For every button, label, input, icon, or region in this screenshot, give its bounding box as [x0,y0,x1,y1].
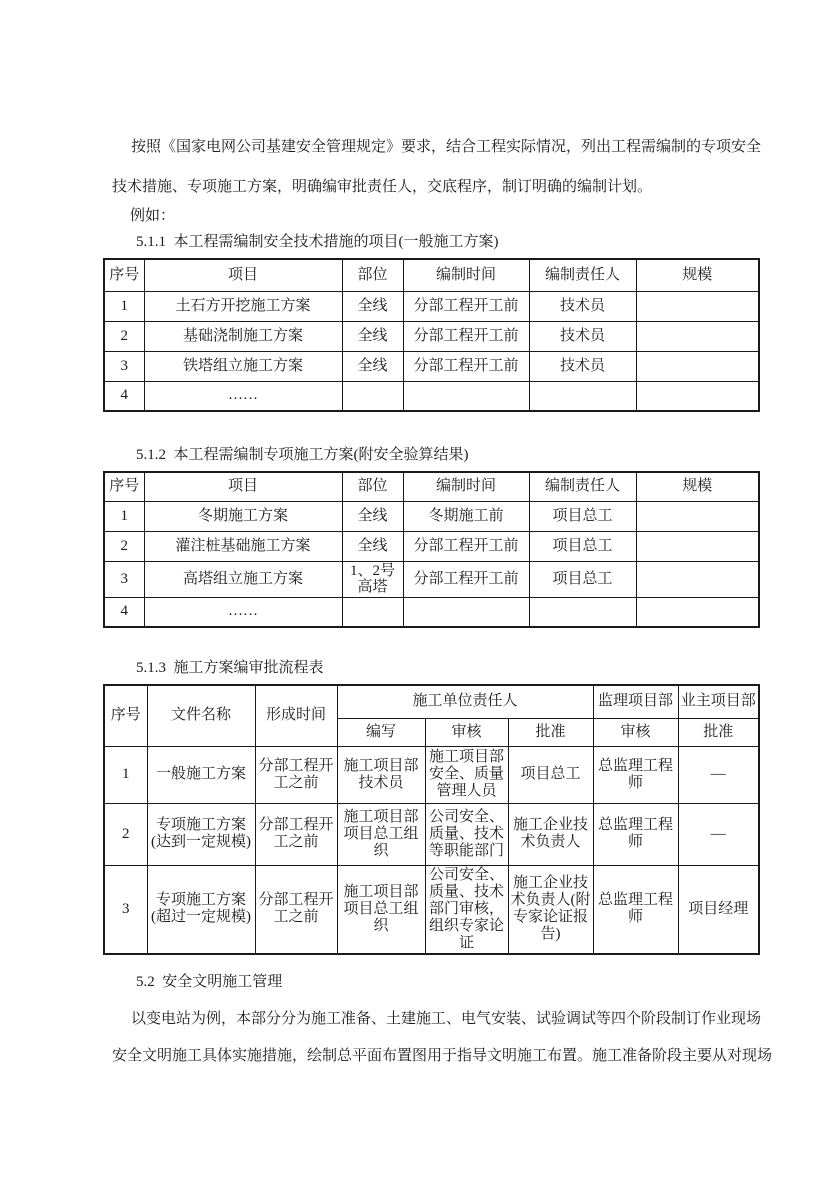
table-header-cell: 编写 [337,718,425,746]
table-row [104,351,759,381]
table-cell: 施工项目部项目总工组织 [337,803,425,865]
table-cell [636,531,759,561]
section-heading-5-1-3: 5.1.3 施工方案编审批流程表 [136,660,324,676]
table-row [104,381,759,411]
table-cell: 分部工程开工之前 [255,746,337,803]
table-row [104,291,759,321]
table-header-row [104,472,759,501]
table-row [104,803,759,865]
table-row [104,321,759,351]
table-cell: 项目总工 [529,501,636,531]
table-header-cell: 监理项目部 [593,685,678,718]
table-header-cell: 编制责任人 [529,259,636,291]
table-cell: 分部工程开工之前 [255,803,337,865]
table-cell: 技术员 [529,351,636,381]
table-header-cell: 编制时间 [403,259,529,291]
table-cell: 全线 [342,321,403,351]
table-header-row [104,259,759,291]
table-cell: 1、2号高塔 [342,561,403,597]
table-header-cell: 项目 [144,472,342,501]
table-header-cell: 部位 [342,472,403,501]
table-cell [342,381,403,411]
table-cell: 1 [104,291,144,321]
table-cell: 3 [104,561,144,597]
table-header-cell: 形成时间 [255,685,337,746]
table-cell: 全线 [342,531,403,561]
table-header-row [104,685,759,718]
table-cell: 总监理工程师 [593,803,678,865]
table-cell: 2 [104,321,144,351]
table-cell [636,561,759,597]
table-header-cell: 批准 [508,718,593,746]
table-cell: 总监理工程师 [593,865,678,954]
table-cell: 2 [104,531,144,561]
table-cell: 1 [104,501,144,531]
table-row [104,501,759,531]
table-cell: 公司安全、质量、技术等职能部门 [425,803,508,865]
table-cell: 高塔组立施工方案 [144,561,342,597]
table-cell: 铁塔组立施工方案 [144,351,342,381]
table-cell [403,597,529,627]
special-schemes-table [103,471,760,628]
section-heading-5-1-2: 5.1.2 本工程需编制专项施工方案(附安全验算结果) [136,447,469,463]
table-cell: 总监理工程师 [593,746,678,803]
table-cell: 全线 [342,501,403,531]
table-cell: 一般施工方案 [147,746,255,803]
table-header-cell: 序号 [104,259,144,291]
table-cell: 分部工程开工前 [403,561,529,597]
table-row [104,531,759,561]
table-cell: 项目经理 [678,865,759,954]
table-cell: 施工企业技术负责人(附专家论证报告) [508,865,593,954]
table-header-cell: 序号 [104,685,147,746]
table-cell: 冬期施工前 [403,501,529,531]
table-cell: 全线 [342,351,403,381]
table-cell [636,291,759,321]
table-cell: 全线 [342,291,403,321]
approval-flow-table [103,684,760,955]
table-cell: 分部工程开工之前 [255,865,337,954]
table-cell: 技术员 [529,321,636,351]
table-cell: 冬期施工方案 [144,501,342,531]
closing-paragraph-line-2: 安全文明施工具体实施措施，绘制总平面布置图用于指导文明施工布置。施工准备阶段主要从对现场 [112,1048,773,1064]
table-header-cell: 规模 [636,259,759,291]
intro-paragraph-line-1: 按照《国家电网公司基建安全管理规定》要求，结合工程实际情况，列出工程需编制的专项安全 [131,139,762,155]
table-row [104,597,759,627]
table-cell: 分部工程开工前 [403,351,529,381]
table-row [104,561,759,597]
table-cell: 施工企业技术负责人 [508,803,593,865]
table-cell: 3 [104,351,144,381]
table-header-cell: 审核 [425,718,508,746]
table-cell: …… [144,381,342,411]
table-cell: 分部工程开工前 [403,531,529,561]
table-cell: 项目总工 [508,746,593,803]
table-cell [529,597,636,627]
table-header-cell: 部位 [342,259,403,291]
intro-paragraph-line-2: 技术措施、专项施工方案，明确编审批责任人，交底程序，制订明确的编制计划。 [112,179,653,195]
table-cell: — [678,803,759,865]
table-header-cell: 规模 [636,472,759,501]
closing-paragraph-line-1: 以变电站为例，本部分分为施工准备、土建施工、电气安装、试验调试等四个阶段制订作业现场 [131,1011,762,1027]
table-cell: 4 [104,597,144,627]
table-cell: 灌注桩基础施工方案 [144,531,342,561]
table-cell: 4 [104,381,144,411]
table-header-cell: 批准 [678,718,759,746]
table-cell: 2 [104,803,147,865]
table-cell: …… [144,597,342,627]
table-header-cell: 项目 [144,259,342,291]
table-cell [529,381,636,411]
table-cell: 专项施工方案(超过一定规模) [147,865,255,954]
example-label: 例如： [130,208,176,224]
table-cell: 专项施工方案(达到一定规模) [147,803,255,865]
table-cell: 分部工程开工前 [403,291,529,321]
table-cell [636,501,759,531]
table-cell: 1 [104,746,147,803]
table-header-cell: 施工单位责任人 [337,685,593,718]
table-cell: 技术员 [529,291,636,321]
section-heading-5-1-1: 5.1.1 本工程需编制安全技术措施的项目(一般施工方案) [136,234,499,250]
table-cell: 施工项目部项目总工组织 [337,865,425,954]
table-cell [636,597,759,627]
table-cell: 分部工程开工前 [403,321,529,351]
table-cell [403,381,529,411]
section-heading-5-2: 5.2 安全文明施工管理 [136,974,283,990]
table-cell: 项目总工 [529,531,636,561]
table-cell: 项目总工 [529,561,636,597]
table-cell: — [678,746,759,803]
table-header-cell: 文件名称 [147,685,255,746]
table-header-cell: 序号 [104,472,144,501]
table-header-cell: 业主项目部 [678,685,759,718]
table-header-cell: 编制责任人 [529,472,636,501]
table-header-cell: 编制时间 [403,472,529,501]
table-row [104,865,759,954]
table-cell: 公司安全、质量、技术部门审核，组织专家论证 [425,865,508,954]
table-cell: 3 [104,865,147,954]
table-header-cell: 审核 [593,718,678,746]
table-cell [636,351,759,381]
table-cell: 基础浇制施工方案 [144,321,342,351]
table-cell: 施工项目部安全、质量管理人员 [425,746,508,803]
safety-measures-table [103,258,760,412]
table-cell: 土石方开挖施工方案 [144,291,342,321]
table-cell [636,321,759,351]
table-cell [636,381,759,411]
table-cell: 施工项目部技术员 [337,746,425,803]
table-row [104,746,759,803]
table-cell [342,597,403,627]
